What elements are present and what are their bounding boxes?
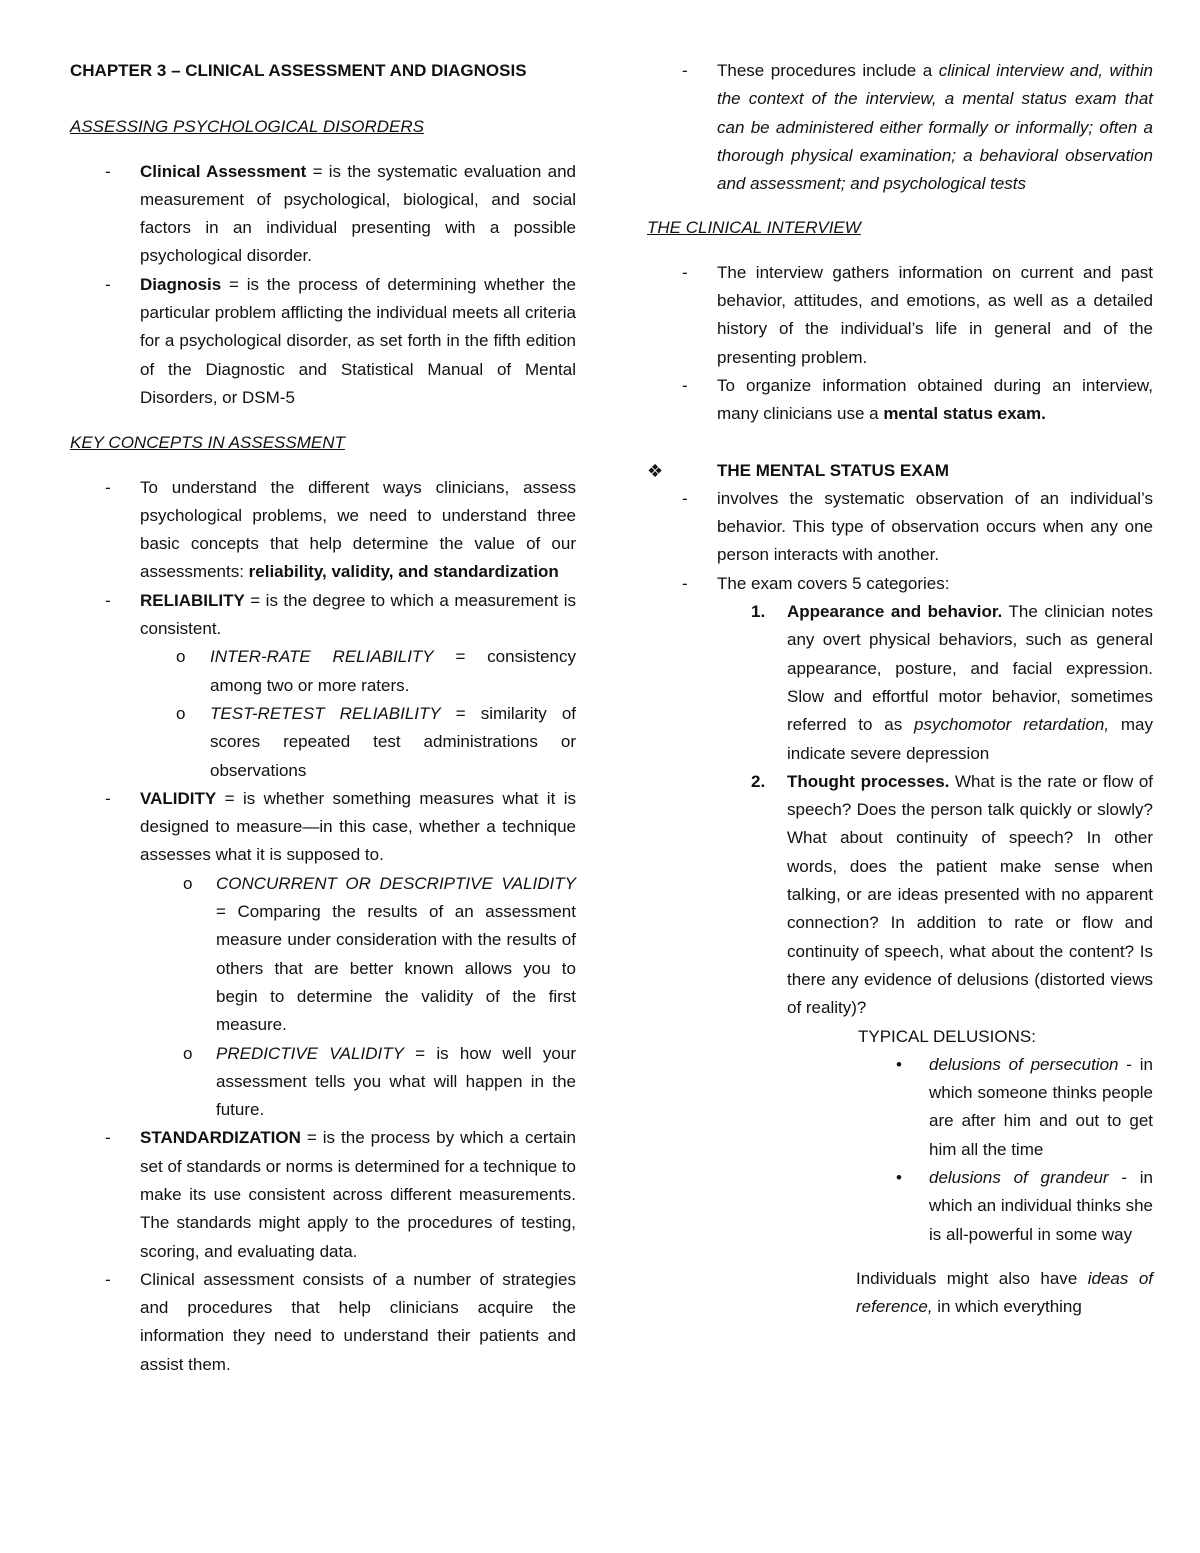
definition-diagnosis: = is the process of determining whether the particular problem afflicting the individual meets all criteria for a psychological disorder, as set forth in the fifth edition of the Diagnostic and Statistical Manual of Mental Disorders, or DSM-5 [140, 274, 576, 407]
appearance-text-a: The clinician notes any overt physical behaviors, such as general appearance, posture, and facial expression. Slow and effortful motor behavior, sometimes referred to as [787, 602, 1153, 735]
definition-concurrent: = Comparing the results of an assessment measure under consideration with the results of others that are better known allows you to begin to determine the validity of the first measure. [216, 902, 576, 1035]
list-item-procedures [647, 57, 1153, 198]
list-item-validity [70, 785, 576, 870]
definition-inter-rate: = consistency among two or more raters. [210, 647, 576, 695]
term-concurrent: CONCURRENT OR DESCRIPTIVE VALIDITY [216, 873, 576, 893]
right-column [647, 57, 1153, 1321]
number-label-1: 1. [751, 602, 766, 622]
term-predictive: PREDICTIVE VALIDITY [216, 1043, 404, 1063]
mse-heading [647, 457, 1153, 485]
term-thought-processes: Thought processes. [787, 771, 950, 791]
chapter-title: CHAPTER 3 – CLINICAL ASSESSMENT AND DIAGNOSIS [70, 61, 527, 80]
ideas-plain-text-a: Individuals might also have [856, 1268, 1088, 1288]
heading-assessing-psychological-disorders: ASSESSING PSYCHOLOGICAL DISORDERS [70, 117, 424, 137]
term-clinical-assessment: Clinical Assessment [140, 161, 307, 181]
sublist-item-predictive [70, 1040, 576, 1125]
definition-test-retest: = similarity of scores repeated test administrations or observations [210, 703, 576, 780]
definition-grandeur: - in which an individual thinks she is all-powerful in some way [929, 1167, 1153, 1244]
concepts-intro-text: To understand the different ways clinicians, assess psychological problems, we need to understand three basic concepts that help determine the value of our assessments: [140, 477, 576, 582]
list-item-reliability [70, 587, 576, 644]
numbered-item-appearance [647, 598, 1153, 768]
list-item-diagnosis [70, 271, 576, 412]
term-persecution: delusions of persecution [929, 1054, 1119, 1074]
left-column [70, 57, 576, 1379]
thought-processes-text: What is the rate or flow of speech? Does the person talk quickly or slowly? What about continuity of speech? In other words, does the patient make sense when talking, or are ideas presented with no apparent connection? In addition to rate or flow and continuity of speech, what about the content? Is there any evidence of delusions (distorted views of reality)? [787, 771, 1153, 1018]
procedures-plain-text: These procedures include a [717, 61, 939, 80]
heading-clinical-interview: THE CLINICAL INTERVIEW [647, 218, 861, 238]
term-validity: VALIDITY [140, 788, 217, 808]
term-test-retest: TEST-RETEST RELIABILITY [210, 703, 441, 723]
procedures-italic-text: clinical interview and, within the context of the interview, a mental status exam that can be administered either formally or informally; often a thorough physical examination; a behavioral observation and assessment; and psychological tests [717, 61, 1153, 194]
term-inter-rate: INTER-RATE RELIABILITY [210, 647, 434, 667]
organize-plain-text: To organize information obtained during an interview, many clinicians use a [717, 375, 1153, 424]
ideas-of-reference-paragraph [647, 1265, 1153, 1322]
numbered-item-thought-processes [647, 768, 1153, 1023]
list-item-clinical-assessment-consists: - Clinical assessment consists of a number of strategies and procedures that help clinicians acquire the information they need to understand their patients and assist them. [70, 1266, 576, 1379]
definition-standardization: = is the process by which a certain set of standards or norms is determined for a technique to make its use consistent across different measurements. The standards might apply to the procedures of testing, scoring, and evaluating data. [140, 1128, 576, 1261]
list-item-interview-gathers: - The interview gathers information on current and past behavior, attitudes, and emotions, as well as a detailed history of the individual’s life in general and of the presenting problem. [647, 259, 1153, 372]
term-reliability: RELIABILITY [140, 590, 245, 610]
ideas-plain-text-b: in which everything [932, 1297, 1082, 1317]
list-item-mse-covers: - The exam covers 5 categories: [647, 570, 1153, 598]
mse-heading-text: THE MENTAL STATUS EXAM [717, 460, 950, 480]
appearance-italic-text: psychomotor retardation, [914, 715, 1110, 735]
list-item-mse-involves: - involves the systematic observation of an individual’s behavior. This type of observation occurs when any one person interacts with another. [647, 485, 1153, 570]
sublist-item-test-retest [70, 700, 576, 785]
term-standardization: STANDARDIZATION [140, 1128, 301, 1148]
bullet-item-persecution [647, 1051, 1153, 1164]
definition-persecution: - in which someone thinks people are after him and out to get him all the time [929, 1054, 1153, 1159]
definition-validity: = is whether something measures what it is designed to measure—in this case, whether a technique assesses what it is supposed to. [140, 788, 576, 865]
bullet-item-grandeur [647, 1164, 1153, 1249]
heading-key-concepts: KEY CONCEPTS IN ASSESSMENT [70, 433, 345, 453]
diamond-bullet-icon: ❖ [647, 460, 664, 481]
list-item-standardization [70, 1124, 576, 1265]
ideas-italic-text: ideas of reference, [856, 1268, 1153, 1317]
list-item-concepts-intro [70, 474, 576, 587]
concepts-bold-text: reliability, validity, and standardization [248, 562, 559, 582]
typical-delusions-label: TYPICAL DELUSIONS: [858, 1026, 1036, 1046]
sublist-item-concurrent [70, 870, 576, 1040]
list-item-organize [647, 372, 1153, 429]
appearance-text-b: may indicate severe depression [787, 715, 1154, 763]
number-label-2: 2. [751, 771, 766, 791]
organize-bold-text: mental status exam. [883, 404, 1046, 424]
definition-reliability: = is the degree to which a measurement is consistent. [140, 590, 576, 639]
term-diagnosis: Diagnosis [140, 274, 222, 294]
definition-predictive: = is how well your assessment tells you what will happen in the future. [216, 1043, 576, 1120]
list-item-clinical-assessment [70, 158, 576, 271]
term-appearance-behavior: Appearance and behavior. [787, 602, 1003, 622]
sublist-item-inter-rate [70, 643, 576, 700]
definition-clinical-assessment: = is the systematic evaluation and measurement of psychological, biological, and social factors in an individual presenting with a possible psychological disorder. [140, 161, 576, 266]
term-grandeur: delusions of grandeur [929, 1167, 1109, 1187]
